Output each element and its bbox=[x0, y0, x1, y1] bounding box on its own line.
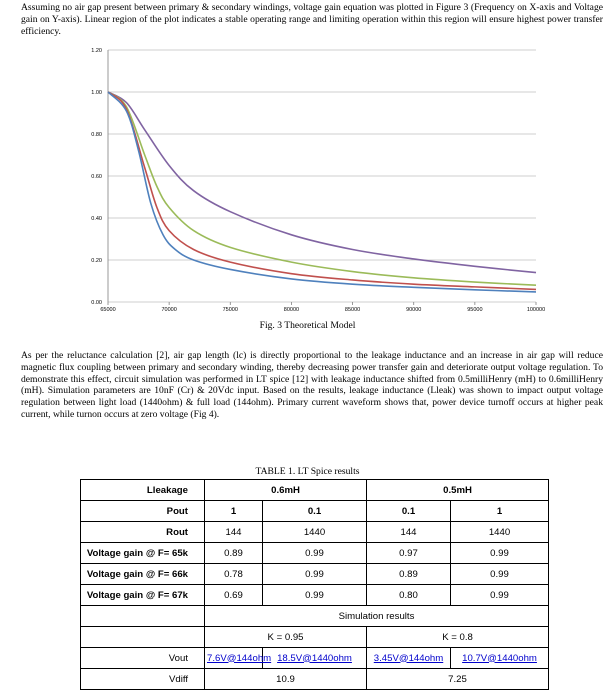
table-cell[interactable] bbox=[451, 648, 549, 669]
simulation-results-header: Simulation results bbox=[205, 606, 549, 627]
vout-link[interactable]: 18.5V@1440ohm bbox=[277, 652, 352, 664]
x-tick-label: 80000 bbox=[283, 307, 300, 313]
series-line bbox=[108, 92, 536, 285]
voltage-gain-chart bbox=[0, 0, 615, 320]
lleakage-label: Lleakage bbox=[81, 480, 205, 501]
table-cell: 0.89 bbox=[367, 564, 451, 585]
table-cell: 0.1 bbox=[263, 501, 367, 522]
lleakage-0.5mh: 0.5mH bbox=[367, 480, 549, 501]
table-cell: 144 bbox=[367, 522, 451, 543]
table-cell: 0.99 bbox=[451, 543, 549, 564]
chart-grid bbox=[108, 50, 536, 302]
rout-label: Rout bbox=[81, 522, 205, 543]
table-cell: 0.89 bbox=[205, 543, 263, 564]
table-cell: 1 bbox=[205, 501, 263, 522]
y-tick-label: 0.80 bbox=[91, 132, 102, 138]
vdiff-0.6mh: 10.9 bbox=[205, 669, 367, 690]
table-cell[interactable] bbox=[263, 648, 367, 669]
gain-67k-label: Voltage gain @ F= 67k bbox=[81, 585, 205, 606]
table-cell: 0.99 bbox=[263, 543, 367, 564]
x-tick-label: 75000 bbox=[222, 307, 238, 313]
series-line bbox=[108, 92, 536, 273]
table-cell: 0.99 bbox=[263, 564, 367, 585]
table-cell: 0.78 bbox=[205, 564, 263, 585]
empty-cell bbox=[81, 606, 205, 627]
table-row bbox=[81, 564, 549, 585]
y-tick-labels bbox=[91, 48, 102, 306]
coupling-k-0.95: K = 0.95 bbox=[205, 627, 367, 648]
vout-link[interactable]: 10.7V@1440ohm bbox=[462, 652, 537, 664]
table-cell: 1440 bbox=[451, 522, 549, 543]
table-row bbox=[81, 648, 549, 669]
vdiff-0.5mh: 7.25 bbox=[367, 669, 549, 690]
table-cell: 0.99 bbox=[451, 564, 549, 585]
y-tick-label: 1.20 bbox=[91, 48, 102, 54]
empty-cell bbox=[81, 627, 205, 648]
table-row bbox=[81, 522, 549, 543]
lleakage-0.6mh: 0.6mH bbox=[205, 480, 367, 501]
lt-spice-results-table bbox=[80, 479, 549, 690]
table-cell: 1 bbox=[451, 501, 549, 522]
vout-link[interactable]: 7.6V@144ohm bbox=[207, 652, 272, 664]
table-row bbox=[81, 501, 549, 522]
table-caption: TABLE 1. LT Spice results bbox=[255, 466, 360, 477]
figure-caption: Fig. 3 Theoretical Model bbox=[259, 320, 356, 331]
x-tick-label: 70000 bbox=[161, 307, 177, 313]
x-tick-labels bbox=[100, 307, 545, 313]
y-tick-label: 0.20 bbox=[91, 258, 102, 264]
x-tick-label: 65000 bbox=[100, 307, 116, 313]
table-row bbox=[81, 543, 549, 564]
table-row bbox=[81, 627, 549, 648]
gain-65k-label: Voltage gain @ F= 65k bbox=[81, 543, 205, 564]
y-tick-label: 0.40 bbox=[91, 216, 102, 222]
table-cell: 0.97 bbox=[367, 543, 451, 564]
table-cell[interactable] bbox=[367, 648, 451, 669]
table-cell: 0.99 bbox=[451, 585, 549, 606]
pout-label: Pout bbox=[81, 501, 205, 522]
intro-paragraph: Assuming no air gap present between primary & secondary windings, voltage gain equation was plotted in Figure 3 (Frequency on X-axis and Voltage gain on Y-axis). Linear region of the plot indicates a stable operating range and limiting operation within this region will ensure highest power transfer efficiency. bbox=[21, 2, 603, 37]
table-row bbox=[81, 606, 549, 627]
coupling-k-0.8: K = 0.8 bbox=[367, 627, 549, 648]
x-tick-label: 100000 bbox=[526, 307, 546, 313]
vout-link[interactable]: 3.45V@144ohm bbox=[373, 652, 444, 664]
y-tick-label: 0.00 bbox=[91, 300, 102, 306]
table-cell[interactable] bbox=[205, 648, 272, 669]
table-cell: 144 bbox=[205, 522, 263, 543]
leakage-paragraph: As per the reluctance calculation [2], air gap length (lc) is directly proportional to the leakage inductance and an increase in air gap will reduce magnetic flux coupling between primary and secondary winding, thereby decreasing power transfer gain and deteriorate output voltage regulation. To demonstrate this effect, circuit simulation was performed in LT spice [12] with leakage inductance shifted from 0.5milliHenry (mH) to 0.6milliHenry (mH). Simulation parameters are 10nF (Cr) & 20Vdc input. Based on the results, leakage inductance (Lleak) was shown to impact output voltage regulation between light load (1440ohm) & full load (144ohm). Primary current waveform shows that, power device turnoff occurs at higher peak current, while turnon occurs at zero voltage (Fig 4). bbox=[21, 350, 603, 420]
gain-66k-label: Voltage gain @ F= 66k bbox=[81, 564, 205, 585]
x-tick-label: 85000 bbox=[344, 307, 361, 313]
x-tick-label: 95000 bbox=[467, 307, 483, 313]
table-cell: 1440 bbox=[263, 522, 367, 543]
series-line bbox=[108, 92, 536, 292]
y-tick-label: 1.00 bbox=[91, 90, 102, 96]
y-tick-label: 0.60 bbox=[91, 174, 102, 180]
table-cell: 0.99 bbox=[263, 585, 367, 606]
table-row bbox=[81, 480, 549, 501]
x-tick-label: 90000 bbox=[406, 307, 422, 313]
table-cell: 0.80 bbox=[367, 585, 451, 606]
table-row bbox=[81, 585, 549, 606]
table-cell: 0.69 bbox=[205, 585, 263, 606]
table-cell: 0.1 bbox=[367, 501, 451, 522]
table-row bbox=[81, 669, 549, 690]
chart-series-lines bbox=[108, 92, 536, 292]
vdiff-label: Vdiff bbox=[81, 669, 205, 690]
vout-label: Vout bbox=[81, 648, 205, 669]
